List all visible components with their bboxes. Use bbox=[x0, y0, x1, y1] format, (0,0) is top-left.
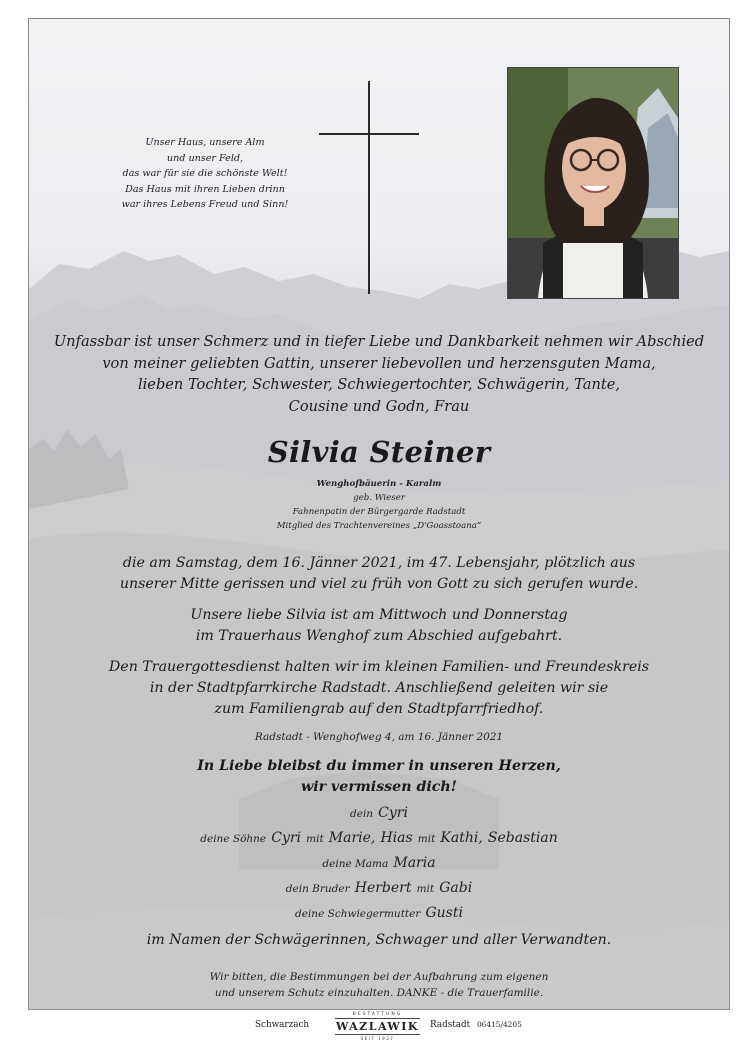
cross-icon bbox=[368, 81, 370, 294]
farewell-text bbox=[29, 756, 729, 798]
family-name: Marie, bbox=[328, 830, 376, 846]
footer-location-left: Schwarzach bbox=[255, 1020, 310, 1030]
footer-town: Radstadt bbox=[430, 1020, 471, 1030]
cross-icon-bar bbox=[319, 133, 419, 135]
family-label: dein Bruder bbox=[285, 883, 350, 895]
family-name: Gusti bbox=[425, 905, 463, 921]
family-name: Gabi bbox=[439, 880, 473, 896]
place-date: Radstadt - Wenghofweg 4, am 16. Jänner 2021 bbox=[254, 731, 504, 743]
portrait-photo bbox=[507, 67, 679, 299]
funeral-home-logo bbox=[335, 1012, 420, 1041]
family-label: deine Schwiegermutter bbox=[295, 908, 421, 920]
deceased-name: Silvia Steiner bbox=[267, 435, 491, 469]
family-name: Kathi, bbox=[440, 830, 483, 846]
family-husband bbox=[29, 802, 729, 821]
poem-line: Unser Haus, unsere Alm bbox=[145, 137, 265, 148]
family-label: deine Söhne bbox=[200, 833, 267, 845]
family-label: mit bbox=[416, 883, 435, 895]
family-brother bbox=[29, 877, 729, 896]
death-notice bbox=[29, 553, 729, 595]
deceased-title: Wenghofbäuerin - Karalm bbox=[316, 479, 442, 489]
intro-line: von meiner geliebten Gattin, unserer liebevollen und herzensguten Mama, bbox=[102, 354, 656, 372]
birth-name: geb. Wieser bbox=[353, 493, 405, 503]
family-sons bbox=[29, 827, 729, 846]
request-notice bbox=[29, 969, 729, 1001]
relatives-line: im Namen der Schwägerinnen, Schwager und aller Verwandten. bbox=[146, 932, 612, 948]
death-line: unserer Mitte gerissen und viel zu früh von Gott zu sich gerufen wurde. bbox=[119, 576, 639, 592]
poem-line: das war für sie die schönste Welt! bbox=[122, 168, 288, 179]
logo-top-text: BESTATTUNG bbox=[352, 1012, 403, 1017]
logo-sub-text: SEIT 1927 bbox=[360, 1036, 395, 1041]
family-mother-in-law bbox=[29, 902, 729, 921]
role-line: Fahnenpatin der Bürgergarde Radstadt bbox=[292, 507, 466, 517]
family-label: mit bbox=[306, 833, 324, 845]
service-line: Den Trauergottesdienst halten wir im kleinen Familien- und Freundeskreis bbox=[108, 659, 650, 675]
role-line: Mitglied des Trachtenvereines „D'Goasstoana” bbox=[276, 521, 482, 531]
family-label: dein bbox=[350, 808, 374, 820]
service-notice bbox=[29, 657, 729, 720]
parte-card bbox=[28, 18, 730, 1010]
poem-line: Das Haus mit ihren Lieben drinn bbox=[125, 183, 285, 195]
family-label: deine Mama bbox=[322, 858, 389, 870]
intro-line: Cousine und Godn, Frau bbox=[288, 397, 470, 415]
family-name: Maria bbox=[393, 855, 436, 871]
poem-line: war ihres Lebens Freud und Sinn! bbox=[121, 199, 289, 210]
family-name: Cyri bbox=[271, 830, 302, 846]
service-line: in der Stadtpfarrkirche Radstadt. Anschließend geleiten wir sie bbox=[149, 680, 609, 696]
request-line: und unserem Schutz einzuhalten. DANKE - die Trauerfamilie. bbox=[214, 987, 544, 999]
footer-location-right bbox=[430, 1020, 522, 1030]
family-name: Cyri bbox=[378, 805, 408, 821]
intro-line: Unfassbar ist unser Schmerz und in tiefer Liebe und Dankbarkeit nehmen wir Abschied bbox=[53, 333, 705, 350]
death-line: die am Samstag, dem 16. Jänner 2021, im 47. Lebensjahr, plötzlich aus bbox=[122, 555, 636, 571]
request-line: Wir bitten, die Bestimmungen bei der Aufbahrung zum eigenen bbox=[209, 971, 549, 983]
poem-line: und unser Feld, bbox=[166, 152, 244, 164]
logo-rule bbox=[335, 1034, 420, 1035]
logo-brand: WAZLAWIK bbox=[336, 1020, 419, 1033]
memorial-poem bbox=[119, 135, 291, 213]
viewing-line: im Trauerhaus Wenghof zum Abschied aufgebahrt. bbox=[195, 628, 563, 644]
family-name: Hias bbox=[380, 830, 413, 846]
family-name: Herbert bbox=[354, 880, 412, 896]
footer-phone: 06415/4205 bbox=[476, 1020, 522, 1029]
farewell-line: In Liebe bleibst du immer in unseren Herzen, bbox=[197, 758, 561, 774]
service-line: zum Familiengrab auf den Stadtpfarrfriedhof. bbox=[214, 701, 544, 717]
family-mother bbox=[29, 852, 729, 871]
intro-text bbox=[29, 331, 729, 417]
family-label: mit bbox=[417, 833, 436, 845]
viewing-line: Unsere liebe Silvia ist am Mittwoch und Donnerstag bbox=[190, 607, 568, 623]
intro-line: lieben Tochter, Schwester, Schwiegertochter, Schwägerin, Tante, bbox=[137, 376, 621, 393]
farewell-line: wir vermissen dich! bbox=[301, 779, 457, 795]
logo-rule bbox=[335, 1018, 420, 1019]
family-name: Sebastian bbox=[487, 830, 558, 846]
viewing-notice bbox=[29, 605, 729, 647]
